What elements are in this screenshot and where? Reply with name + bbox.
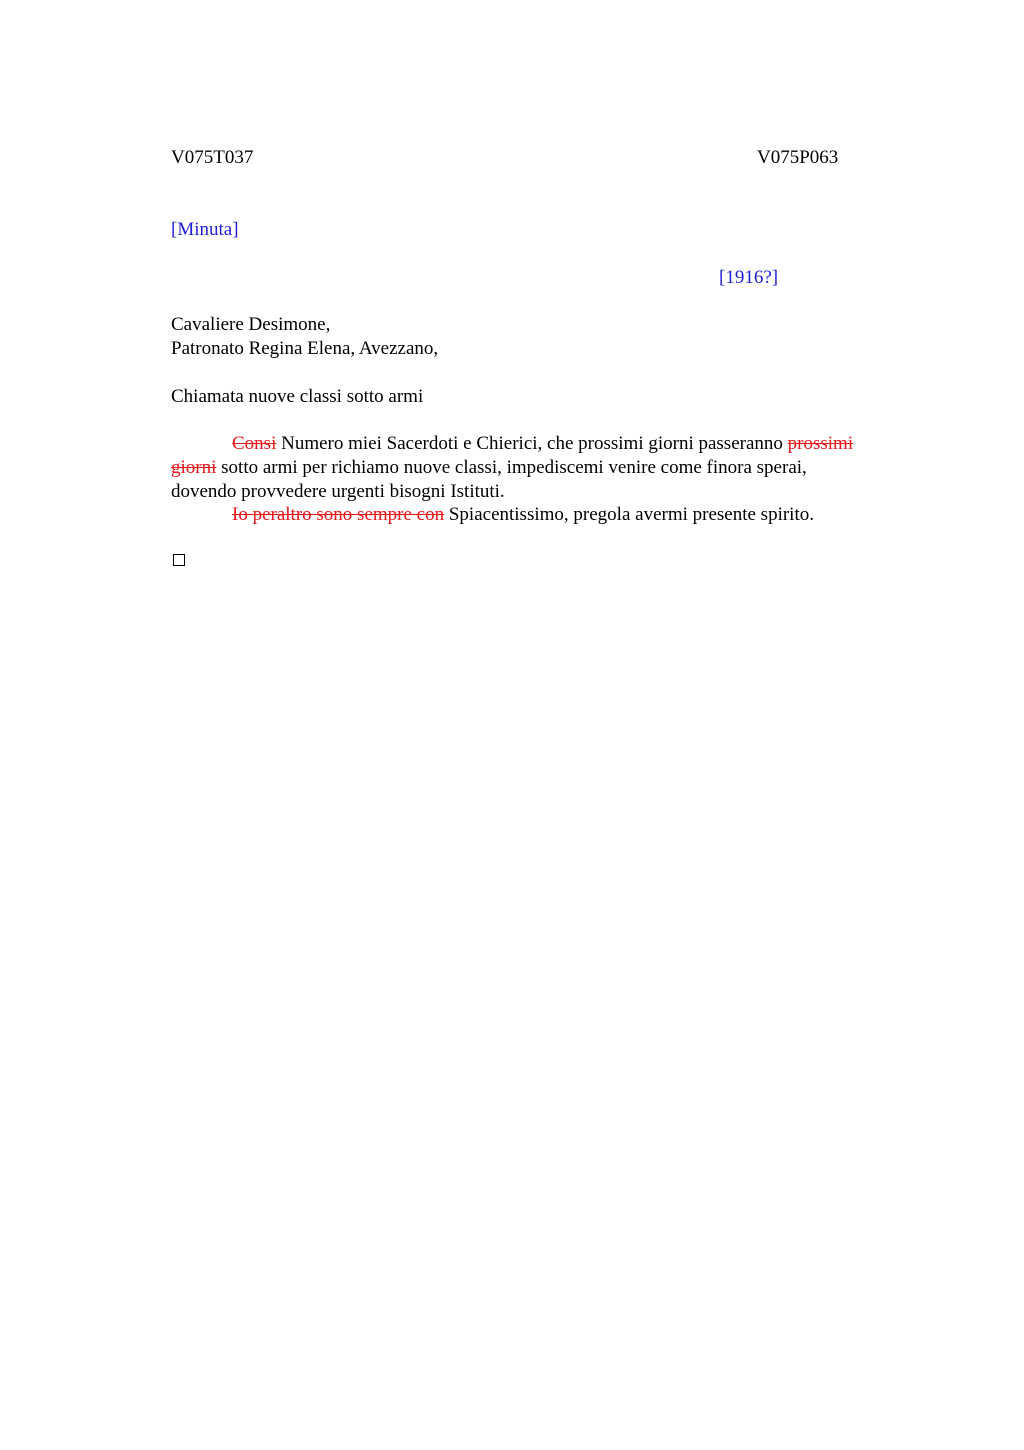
editorial-note: [Minuta] xyxy=(171,219,239,240)
body-text: Numero miei Sacerdoti e Chierici, che prossimi giorni passeranno xyxy=(276,433,788,454)
body-text: Spiacentissimo, pregola avermi presente spirito. xyxy=(444,504,814,525)
deleted-text: Io peraltro sono sempre con xyxy=(232,504,445,525)
body-paragraph-2 xyxy=(171,503,871,527)
body-paragraph-1 xyxy=(171,432,871,504)
deleted-text: Consi xyxy=(232,433,277,454)
letter-subject: Chiamata nuove classi sotto armi xyxy=(171,386,424,407)
deleted-text: prossimi giorni xyxy=(171,433,854,478)
document-code-right: V075P063 xyxy=(757,147,839,168)
body-text: sotto armi per richiamo nuove classi, impediscemi venire come finora sperai, dovendo provvedere urgenti bisogni Istituti. xyxy=(171,457,807,502)
document-code-left: V075T037 xyxy=(171,147,254,168)
square-symbol-icon xyxy=(173,554,185,566)
letter-date: [1916?] xyxy=(719,267,779,288)
recipient-name: Cavaliere Desimone, xyxy=(171,314,331,335)
recipient-address: Patronato Regina Elena, Avezzano, xyxy=(171,338,439,359)
